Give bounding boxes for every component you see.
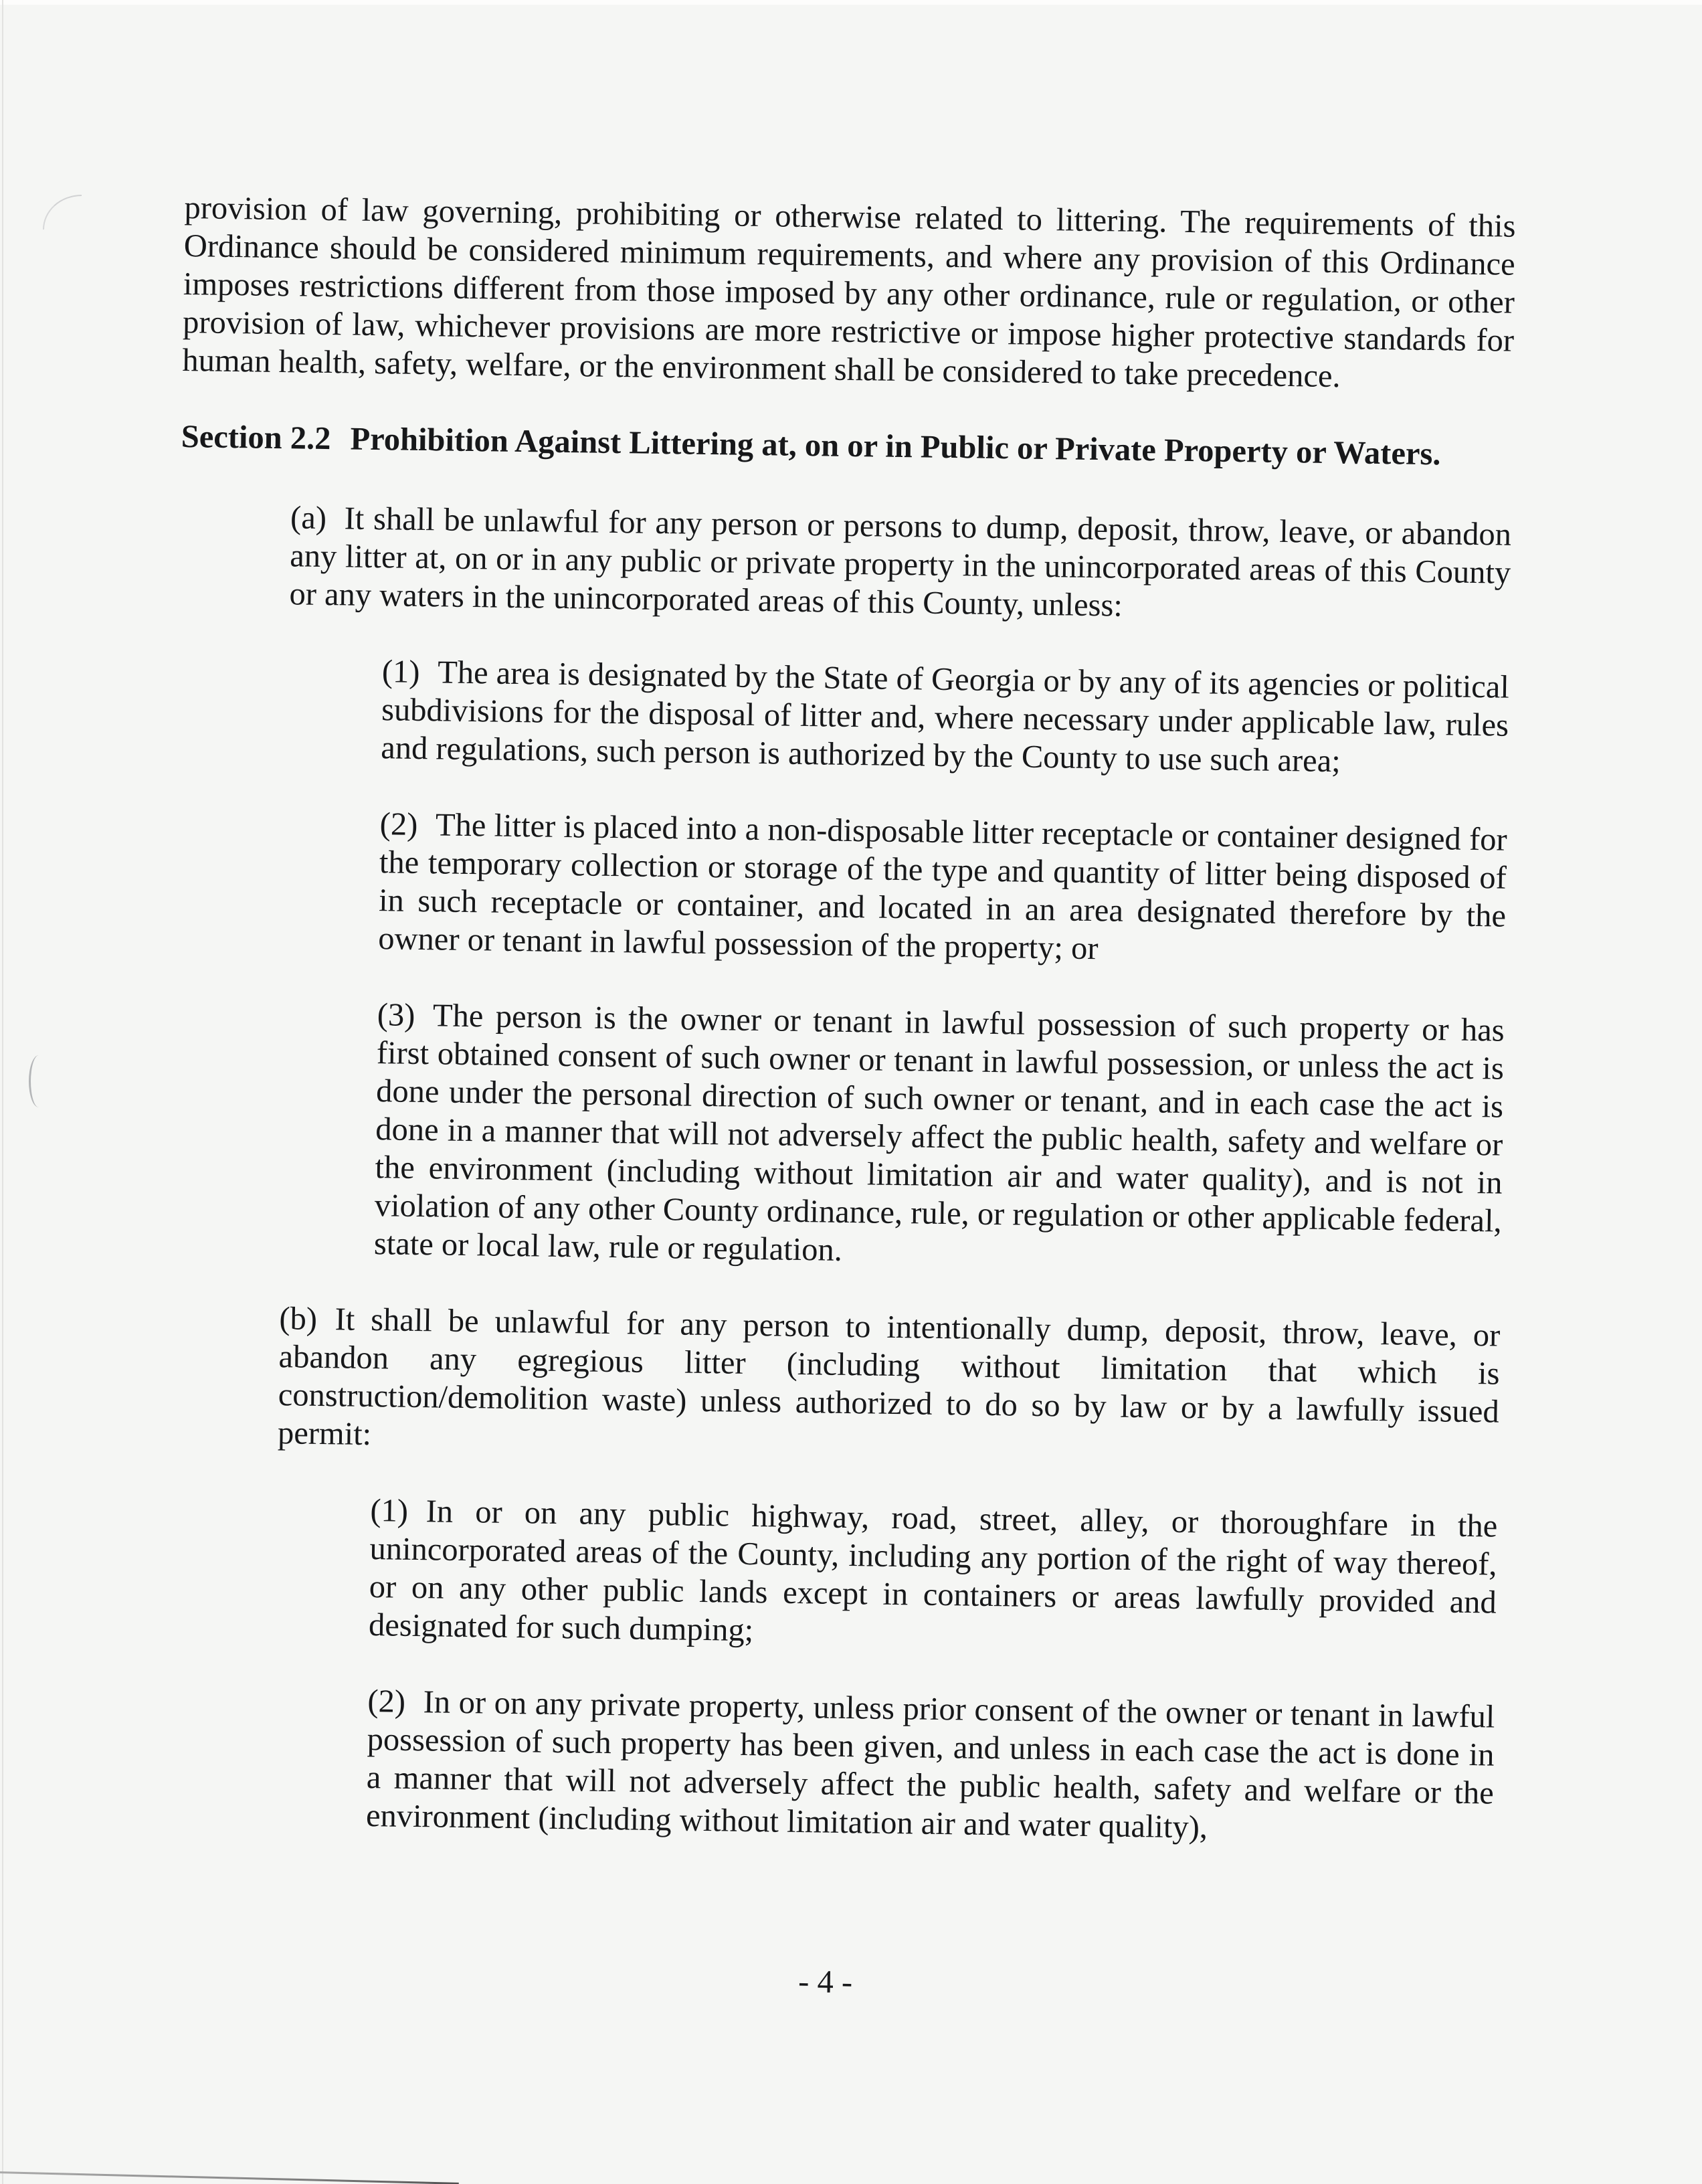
clause-label: (2) — [367, 1683, 406, 1720]
clause-text: In or on any public highway, road, street, alley, or thoroughfare in the unincorporated areas of the County, including any portion of the right of way thereof, or on any other public lands except in containers or areas lawfully provided and designated for such dumping; — [368, 1493, 1498, 1649]
clause-label: (3) — [377, 997, 415, 1033]
page-number: - 4 - — [797, 1964, 853, 2001]
scan-left-edge-line — [2, 0, 3, 2184]
section-number: Section 2.2 — [181, 418, 331, 457]
clause-a-item-1 — [381, 652, 1509, 783]
clause-b-item-2 — [366, 1682, 1495, 1851]
page-content — [159, 189, 1515, 2011]
clause-text: The litter is placed into a non-disposable litter receptacle or container designed for the temporary collection or storage of the type and quantity of litter being disposed of in such receptacle or container, and located in an area designated therefore by the owner or tenant in lawful possession of the property; or — [378, 807, 1507, 967]
clause-b — [278, 1299, 1501, 1469]
clause-text: The area is designated by the State of Georgia or by any of its agencies or political subdivisions for the disposal of litter and, where necessary under applicable law, rules and regulations, such person is authorized by the County to use such area; — [380, 654, 1510, 780]
scan-top-edge — [0, 0, 1702, 5]
clause-label: (1) — [381, 654, 420, 690]
clause-text: In or on any private property, unless prior consent of the owner or tenant in lawful possession of such property has been given, and unless in each case the act is done in a manner that will not adversely affect the public health, safety and welfare or the environment (including without limitation air and water quality), — [365, 1684, 1495, 1845]
section-heading — [181, 418, 1513, 474]
clause-a — [289, 498, 1511, 630]
clause-label: (b) — [279, 1301, 318, 1337]
clause-a-item-2 — [378, 805, 1507, 974]
clause-b-item-1 — [369, 1491, 1498, 1660]
clause-text: It shall be unlawful for any person or persons to dump, deposit, throw, leave, or abandon any litter at, on or in any public or private property in the unincorporated areas of this County or any waters in the unincorporated areas of this County, unless: — [289, 500, 1512, 624]
clause-a-item-3 — [374, 996, 1505, 1278]
intro-paragraph: provision of law governing, prohibiting or otherwise related to littering. The requirements of this Ordinance should be considered minimum requirements, and where any provision of this Ordinance imposes restrictions different from those imposed by any other ordinance, rule or regulation, or other provision of law, whichever provisions are more restrictive or impose higher protective standards for human health, safety, welfare, or the environment shall be considered to take precedence. — [182, 189, 1516, 395]
scan-arc-artifact — [43, 195, 82, 230]
clause-label: (a) — [290, 500, 327, 537]
clause-text: It shall be unlawful for any person to intentionally dump, deposit, throw, leave, or abandon any egregious litter (including without limitation that which is construction/demolition waste) unless authorized to do so by law or by a lawfully issued permit: — [277, 1301, 1501, 1453]
clause-label: (1) — [370, 1493, 409, 1529]
clause-text: The person is the owner or tenant in lawful possession of such property or has first obtained consent of such owner or tenant in lawful possession, or unless the act is done under the personal direction of such owner or tenant, and in each case the act is done in a manner that will not adversely affect the public health, safety and welfare or the environment (including without limitation air and water quality), and is not in violation of any other County ordinance, rule, or regulation or other applicable federal, state or local law, rule or regulation. — [373, 998, 1505, 1268]
section-title: Prohibition Against Littering at, on or in Public or Private Property or Waters. — [350, 421, 1441, 472]
scan-edge-line — [0, 2171, 459, 2184]
clause-label: (2) — [379, 806, 418, 842]
scan-crescent-artifact — [29, 1055, 49, 1107]
